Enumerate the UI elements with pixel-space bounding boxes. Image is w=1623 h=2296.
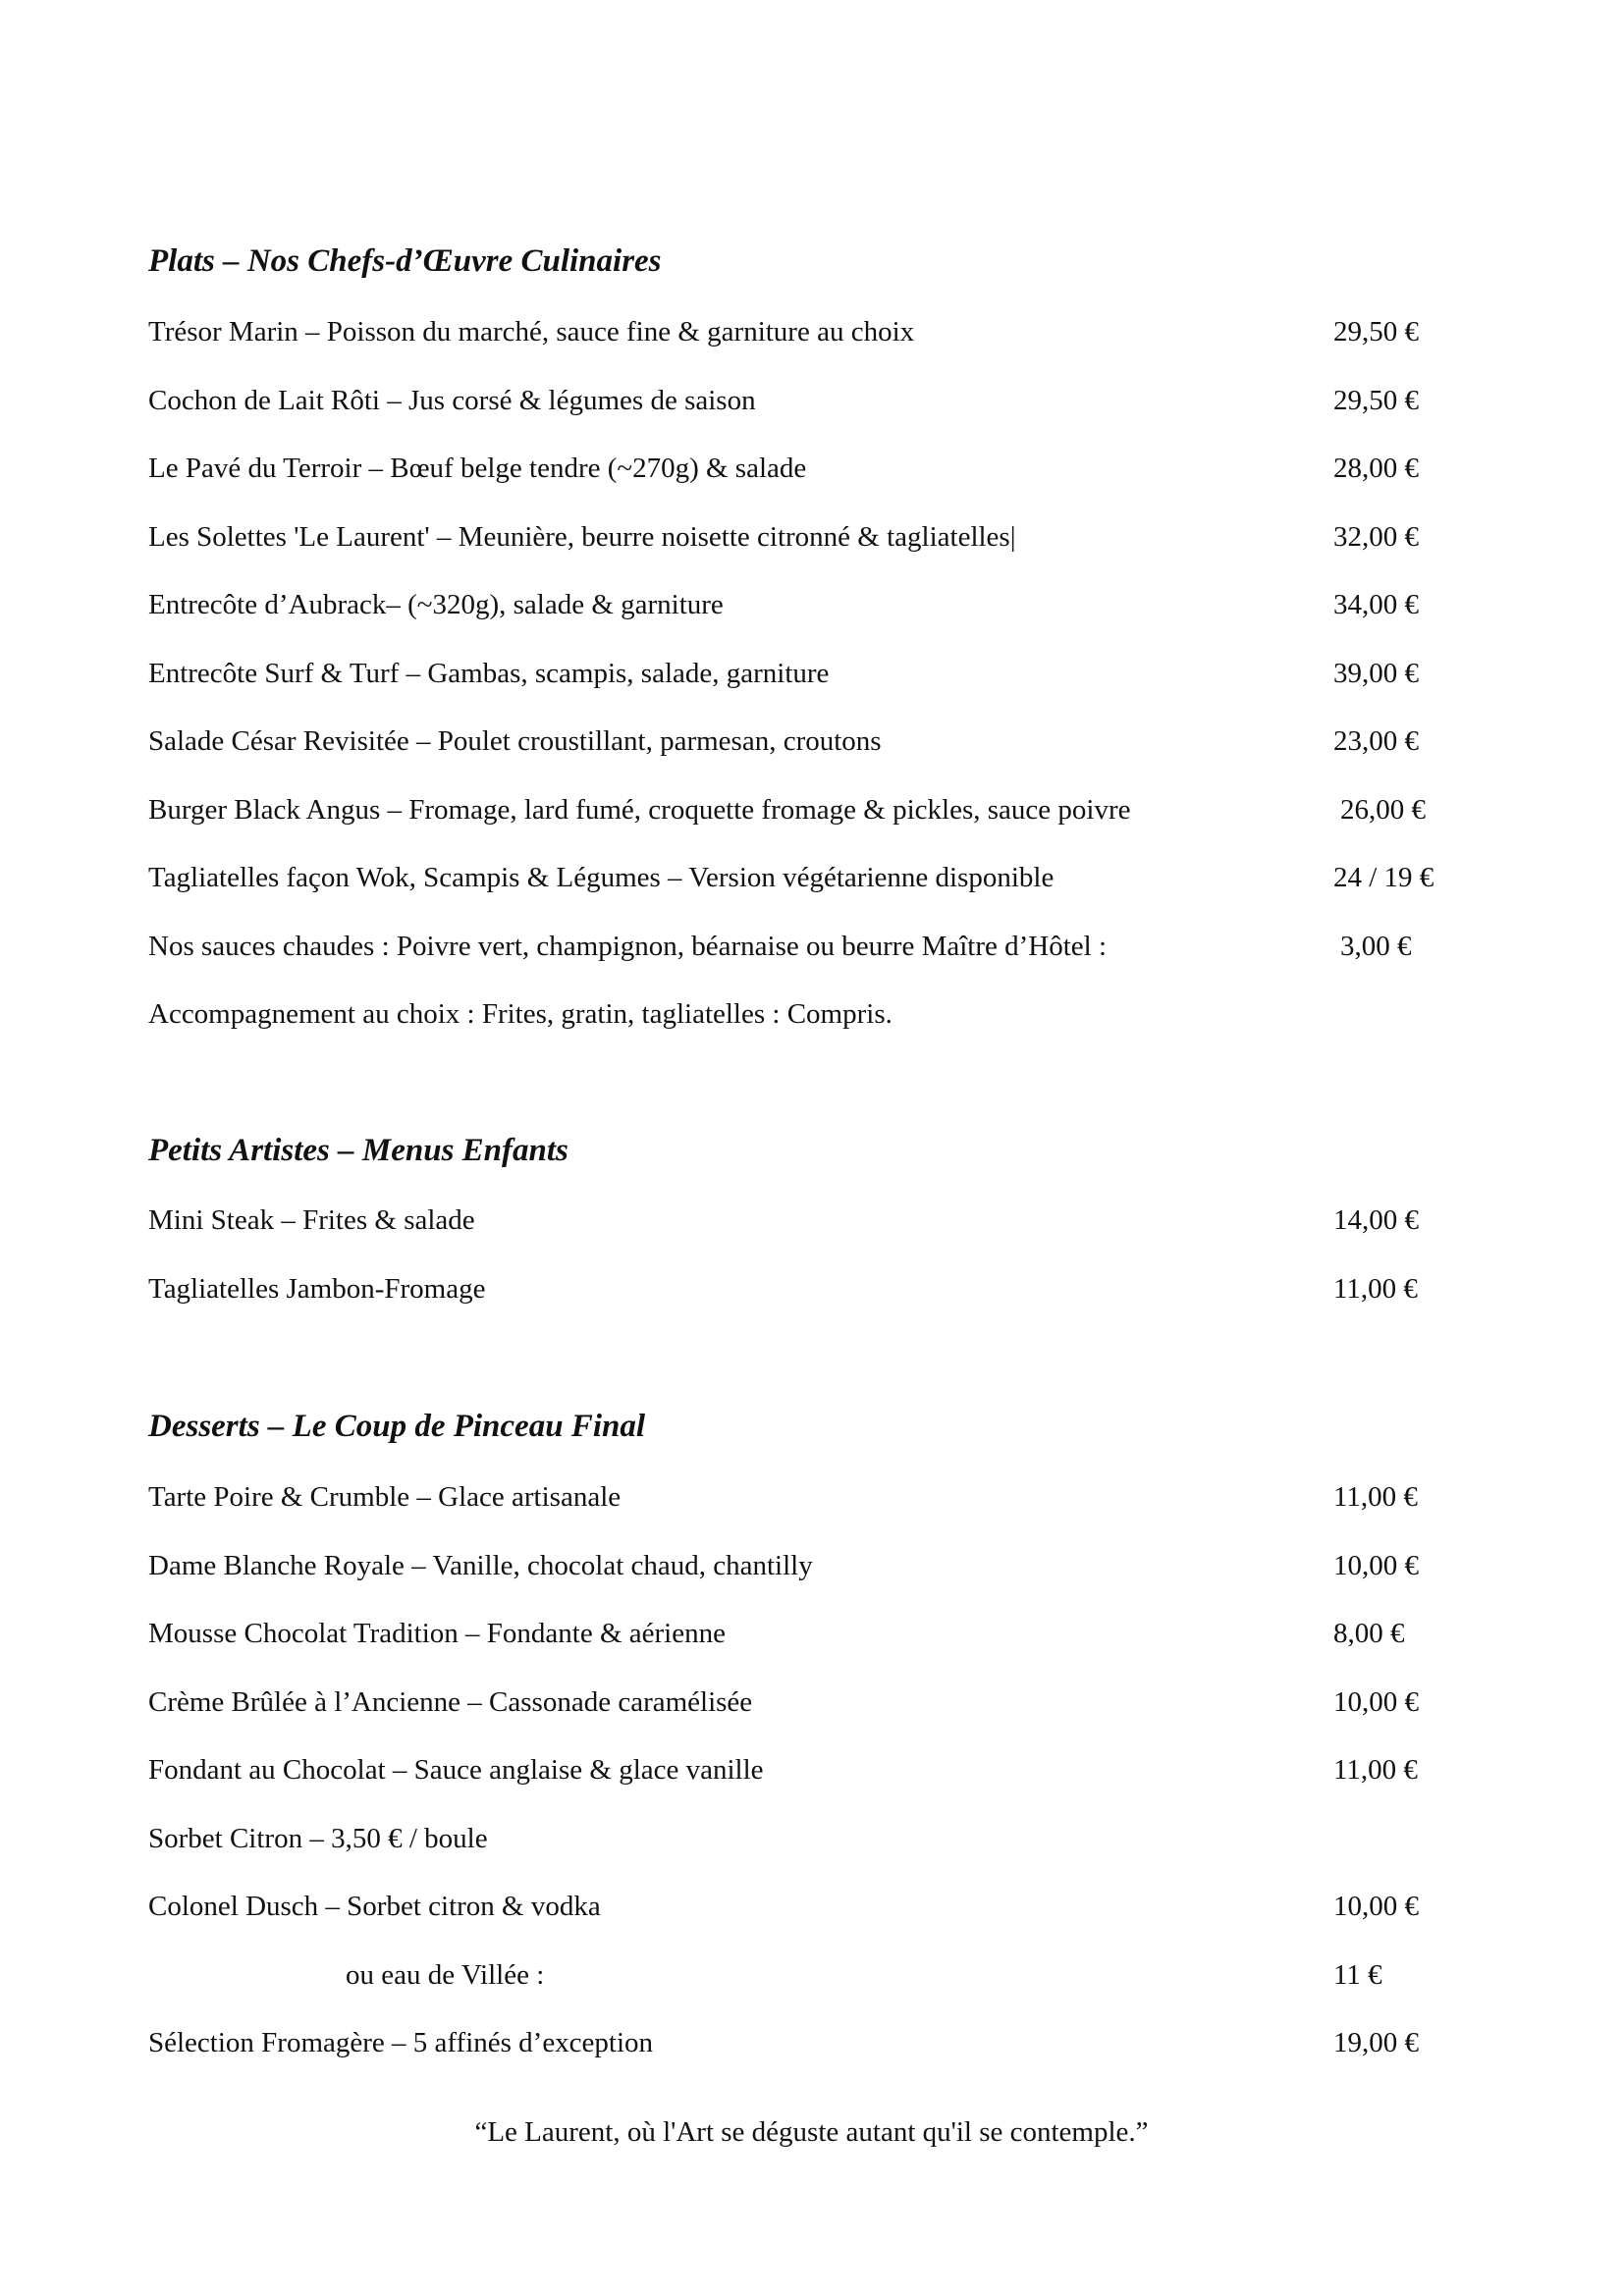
enfants-list xyxy=(0,1201,1623,1337)
menu-item xyxy=(0,654,1623,722)
menu-item xyxy=(0,585,1623,654)
item-price: 11,00 € xyxy=(1333,1481,1418,1513)
item-price: 11 € xyxy=(1333,1958,1382,1991)
item-price: 23,00 € xyxy=(1333,725,1419,757)
menu-item xyxy=(0,1546,1623,1615)
item-name: Mousse Chocolat Tradition – Fondante & aérienne xyxy=(148,1618,726,1649)
menu-item xyxy=(0,312,1623,381)
item-price: 3,00 € xyxy=(1340,930,1412,962)
item-name: Crème Brûlée à l’Ancienne – Cassonade caramélisée xyxy=(148,1685,753,1718)
item-price: 14,00 € xyxy=(1333,1204,1419,1236)
item-price: 11,00 € xyxy=(1333,1272,1418,1305)
section-title-plats: Plats – Nos Chefs-d’Œuvre Culinaires xyxy=(148,243,662,279)
item-name: Salade César Revisitée – Poulet croustillant, parmesan, croutons xyxy=(148,725,882,757)
item-price: 32,00 € xyxy=(1333,520,1419,553)
item-name: Les Solettes 'Le Laurent' – Meunière, beurre noisette citronné & tagliatelles| xyxy=(148,520,1016,553)
menu-item xyxy=(0,2023,1623,2092)
item-name: Burger Black Angus – Fromage, lard fumé, croquette fromage & pickles, sauce poivre xyxy=(148,793,1131,826)
item-name: Entrecôte d’Aubrack– (~320g), salade & garniture xyxy=(148,589,724,620)
item-name: Tagliatelles Jambon-Fromage xyxy=(148,1272,486,1305)
item-name: Accompagnement au choix : Frites, gratin, tagliatelles : Compris. xyxy=(148,998,893,1030)
menu-item xyxy=(0,927,1623,995)
item-price: 39,00 € xyxy=(1333,657,1419,689)
menu-item xyxy=(0,1201,1623,1269)
plats-list xyxy=(0,312,1623,1063)
item-price: 8,00 € xyxy=(1333,1618,1405,1649)
menu-item xyxy=(0,994,1623,1063)
item-name: Colonel Dusch – Sorbet citron & vodka xyxy=(148,1891,601,1922)
item-name: Nos sauces chaudes : Poivre vert, champignon, béarnaise ou beurre Maître d’Hôtel : xyxy=(148,930,1108,962)
menu-item xyxy=(0,1819,1623,1888)
section-title-desserts: Desserts – Le Coup de Pinceau Final xyxy=(148,1409,646,1444)
item-name: Entrecôte Surf & Turf – Gambas, scampis, salade, garniture xyxy=(148,657,830,689)
item-name: Le Pavé du Terroir – Bœuf belge tendre (~270g) & salade xyxy=(148,453,807,484)
item-name: Tagliatelles façon Wok, Scampis & Légumes – Version végétarienne disponible xyxy=(148,862,1055,893)
item-price: 24 / 19 € xyxy=(1333,862,1434,893)
item-price: 10,00 € xyxy=(1333,1685,1419,1718)
menu-item xyxy=(0,381,1623,450)
desserts-list xyxy=(0,1477,1623,2092)
item-price: 10,00 € xyxy=(1333,1549,1419,1581)
item-name: ou eau de Villée : xyxy=(346,1958,545,1991)
menu-item xyxy=(0,1614,1623,1682)
item-price: 10,00 € xyxy=(1333,1891,1419,1922)
menu-item xyxy=(0,1269,1623,1338)
menu-item xyxy=(0,517,1623,586)
menu-item xyxy=(0,1887,1623,1955)
menu-item xyxy=(0,790,1623,859)
item-name: Cochon de Lait Rôti – Jus corsé & légumes de saison xyxy=(148,384,756,416)
menu-item xyxy=(0,858,1623,927)
item-name: Dame Blanche Royale – Vanille, chocolat chaud, chantilly xyxy=(148,1549,813,1581)
menu-item xyxy=(0,1955,1623,2024)
item-name: Tarte Poire & Crumble – Glace artisanale xyxy=(148,1481,622,1513)
item-price: 11,00 € xyxy=(1333,1754,1418,1786)
footer-quote: “Le Laurent, où l'Art se déguste autant qu'il se contemple.” xyxy=(474,2116,1149,2148)
item-name: Mini Steak – Frites & salade xyxy=(148,1204,475,1236)
item-name: Sélection Fromagère – 5 affinés d’exception xyxy=(148,2027,654,2058)
menu-item xyxy=(0,1682,1623,1751)
item-name: Trésor Marin – Poisson du marché, sauce fine & garniture au choix xyxy=(148,316,915,347)
item-price: 26,00 € xyxy=(1340,793,1426,826)
menu-item xyxy=(0,721,1623,790)
item-name: Sorbet Citron – 3,50 € / boule xyxy=(148,1822,488,1854)
section-title-enfants: Petits Artistes – Menus Enfants xyxy=(148,1133,568,1168)
item-price: 29,50 € xyxy=(1333,384,1419,416)
item-price: 28,00 € xyxy=(1333,453,1419,484)
item-price: 29,50 € xyxy=(1333,316,1419,347)
item-price: 19,00 € xyxy=(1333,2027,1419,2058)
menu-item xyxy=(0,1750,1623,1819)
item-name: Fondant au Chocolat – Sauce anglaise & glace vanille xyxy=(148,1754,764,1786)
item-price: 34,00 € xyxy=(1333,589,1419,620)
menu-item xyxy=(0,449,1623,517)
menu-item xyxy=(0,1477,1623,1546)
